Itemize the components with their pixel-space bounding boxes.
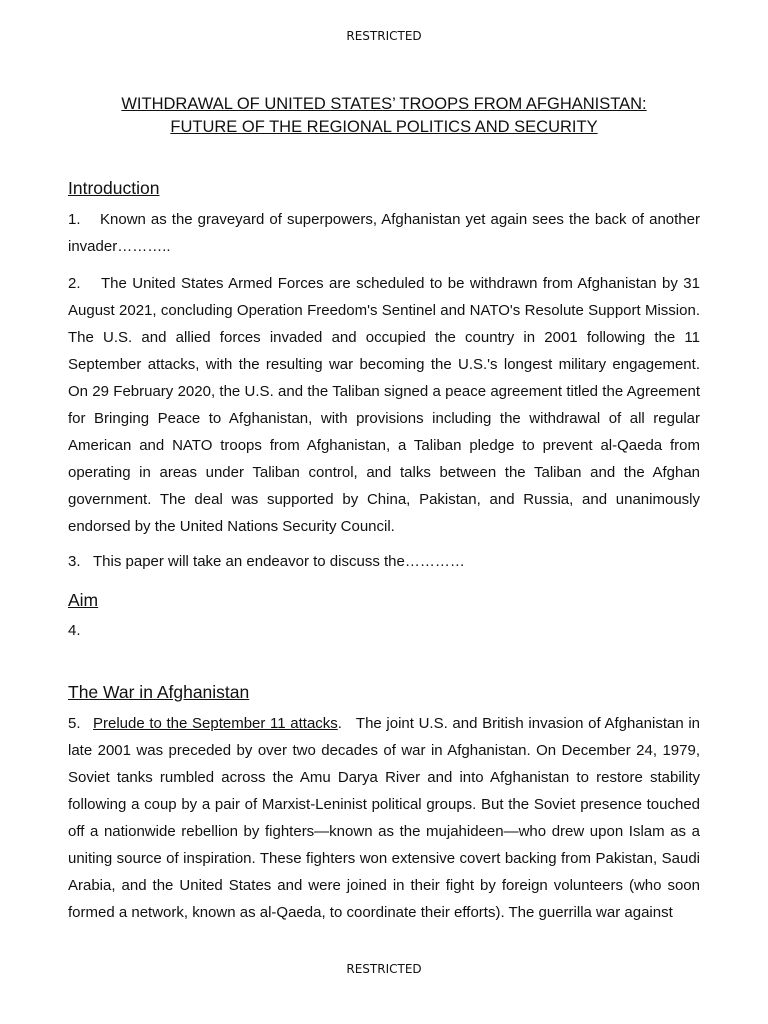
paragraph-number: 4. — [68, 622, 81, 639]
paragraph-text: The United States Armed Forces are scheduled to be withdrawn from Afghanistan by 31 August 2021, concluding Operation Freedom's Sentinel and NATO's Resolute Support Mission. The U.S. and allied forces invaded and occupied the country in 2001 following the 11 September attacks, with the resulting war becoming the U.S.'s longest military engagement. On 29 February 2020, the U.S. and the Taliban signed a peace agreement titled the Agreement for Bringing Peace to Afghanistan, with provisions including the withdrawal of all regular American and NATO troops from Afghanistan, a Taliban pledge to prevent al-Qaeda from operating in areas under Taliban control, and talks between the Taliban and the Afghan government. The deal was supported by China, Pakistan, and Russia, and unanimously endorsed by the United Nations Security Council. — [68, 275, 700, 535]
classification-marking-bottom: RESTRICTED — [346, 962, 422, 976]
paragraph-number: 5. — [68, 715, 81, 732]
subheading-period: . — [337, 715, 356, 732]
paragraph-number: 2. — [68, 275, 81, 292]
paragraph-number: 1. — [68, 211, 81, 228]
classification-marking-top: RESTRICTED — [346, 29, 422, 43]
paragraph-4 — [68, 617, 700, 644]
paragraph-text: This paper will take an endeavor to discuss the………… — [93, 553, 465, 570]
paragraph-3 — [68, 548, 700, 575]
paragraph-5 — [68, 710, 700, 926]
section-heading-aim: Aim — [68, 590, 99, 610]
paragraph-subheading: Prelude to the September 11 attacks — [93, 715, 338, 732]
paragraph-text: The joint U.S. and British invasion of Afghanistan in late 2001 was preceded by over two decades of war in Afghanistan. On December 24, 1979, Soviet tanks rumbled across the Amu Darya River and into Afghanistan to restore stability following a coup by a pair of Marxist-Leninist political groups. But the Soviet presence touched off a nationwide rebellion by fighters—known as the mujahideen—who drew upon Islam as a uniting source of inspiration. These fighters won extensive covert backing from Pakistan, Saudi Arabia, and the United States and were joined in their fight by foreign volunteers (who soon formed a network, known as al-Qaeda, to coordinate their efforts). The guerrilla war against — [68, 715, 700, 921]
paragraph-2 — [68, 270, 700, 540]
title-line-1: WITHDRAWAL OF UNITED STATES’ TROOPS FROM AFGHANISTAN: — [121, 95, 647, 113]
paragraph-1 — [68, 206, 700, 260]
paragraph-number: 3. — [68, 553, 81, 570]
title-line-2: FUTURE OF THE REGIONAL POLITICS AND SECURITY — [170, 118, 598, 136]
section-heading-war: The War in Afghanistan — [68, 682, 250, 702]
section-heading-introduction: Introduction — [68, 178, 160, 198]
document-title — [68, 93, 700, 139]
paragraph-text: Known as the graveyard of superpowers, Afghanistan yet again sees the back of another invader……….. — [68, 211, 700, 255]
